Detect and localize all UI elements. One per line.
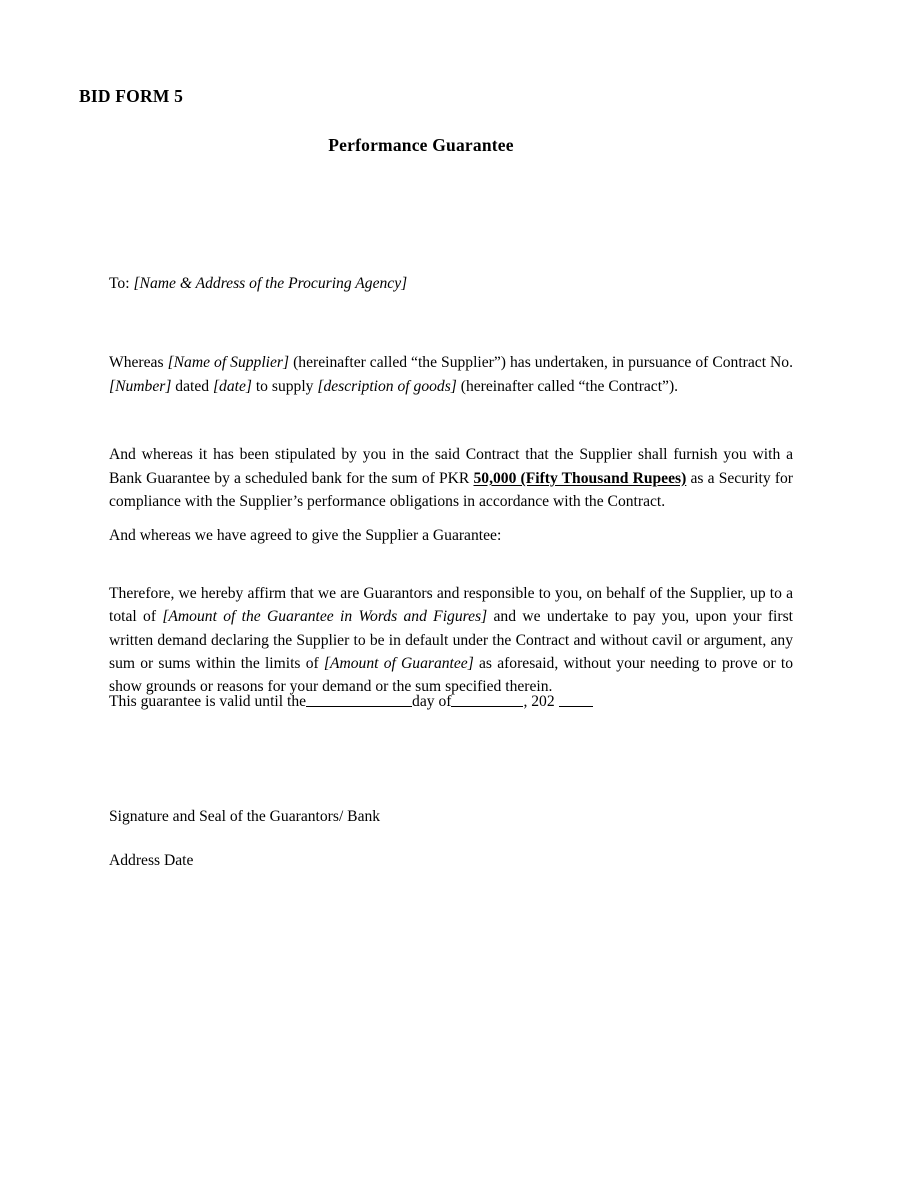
placeholder-goods-description: [description of goods]: [317, 377, 457, 395]
validity-month-blank[interactable]: [451, 691, 523, 707]
undertaking-segment-2: and we undertake to pay you, upon your first written demand declaring the Supplier to be in default under the Contract and without cavil or argument, any sum or sums within the limits of: [109, 608, 793, 673]
whereas-segment-2: (hereinafter called “the Supplier”) has undertaken, in pursuance of Contract No.: [289, 354, 793, 372]
signature-address-date-label: Address Date: [109, 852, 194, 869]
paragraph-stipulation: [109, 443, 793, 513]
addressee-label: To:: [109, 275, 130, 292]
validity-year-prefix: , 202: [523, 693, 555, 710]
spacer: [109, 548, 793, 582]
paragraph-whereas: [109, 351, 793, 398]
guarantee-amount: 50,000 (Fifty Thousand Rupees): [473, 469, 687, 487]
addressee-placeholder: [Name & Address of the Procuring Agency]: [133, 275, 408, 292]
validity-day-blank[interactable]: [306, 691, 412, 707]
placeholder-supplier-name: [Name of Supplier]: [167, 354, 290, 372]
paragraph-agreement: [109, 524, 793, 547]
signature-guarantor-label: Signature and Seal of the Guarantors/ Bank: [109, 808, 381, 825]
whereas-segment-3: dated: [171, 377, 213, 395]
validity-line: [109, 690, 593, 713]
validity-year-blank[interactable]: [559, 691, 593, 707]
validity-prefix: This guarantee is valid until the: [109, 693, 307, 710]
placeholder-contract-date: [date]: [212, 377, 252, 395]
spacer: [109, 513, 793, 524]
agreement-text: And whereas we have agreed to give the Supplier a Guarantee:: [109, 527, 502, 545]
document-body: [109, 272, 793, 699]
form-identifier: BID FORM 5: [79, 86, 184, 106]
whereas-segment-5: (hereinafter called “the Contract”).: [456, 377, 679, 395]
stipulation-segment-1: And whereas it has been stipulated by you in the said Contract that the Supplier shall furnish you with a Bank Guarantee by a scheduled bank for the sum of PKR: [109, 446, 793, 487]
undertaking-segment-3: as aforesaid, without your needing to prove or to show grounds or reasons for your demand or the sum specified therein.: [109, 655, 794, 696]
stipulation-segment-2: as a Security for compliance with the Supplier’s performance obligations in accordance with the Contract.: [109, 469, 794, 511]
placeholder-amount-words-figures: [Amount of the Guarantee in Words and Figures]: [162, 608, 488, 626]
whereas-segment-4: to supply: [251, 377, 318, 395]
placeholder-contract-number: [Number]: [109, 377, 172, 395]
placeholder-amount-of-guarantee: [Amount of Guarantee]: [323, 655, 474, 673]
spacer: [109, 398, 793, 443]
addressee-line: [109, 272, 793, 295]
validity-middle: day of: [412, 693, 452, 710]
spacer: [109, 295, 793, 351]
whereas-segment-1: Whereas: [109, 354, 168, 372]
page-title: Performance Guarantee: [328, 135, 514, 155]
paragraph-undertaking: [109, 582, 793, 699]
undertaking-segment-1: Therefore, we hereby affirm that we are Guarantors and responsible to you, on behalf of the Supplier, up to a total of: [109, 584, 793, 626]
